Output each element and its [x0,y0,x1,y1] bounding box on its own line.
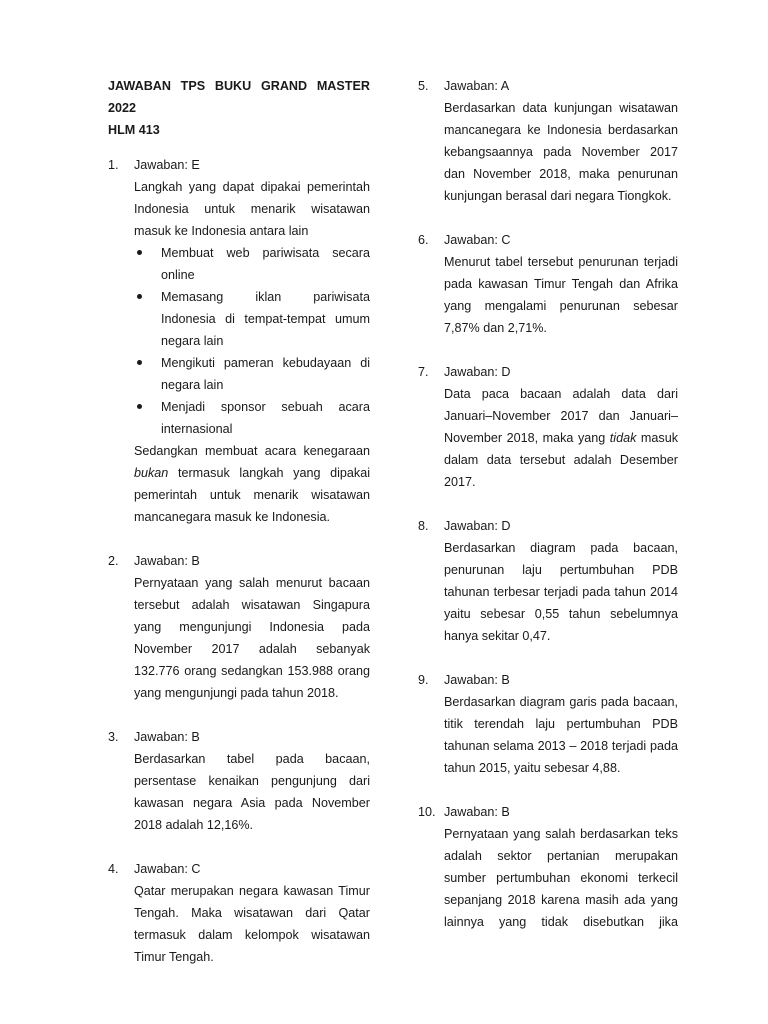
right-column [418,75,678,955]
answer-item-3 [108,726,370,836]
answer-number: 5. [418,79,429,93]
answer-number: 1. [108,158,119,172]
document-title-page: HLM 413 [108,123,160,137]
bullet-list [134,242,370,440]
answer-number: 9. [418,673,429,687]
answer-item-4 [108,858,370,968]
answer-number: 10. [418,805,436,819]
answer-explanation: Berdasarkan diagram garis pada bacaan, titik terendah laju pertumbuhan PDB tahunan selama 2013 – 2018 terjadi pada tahun 2015, yaitu sebesar 4,88. [444,695,678,775]
answer-item-5 [418,75,678,207]
list-item: Memasang iklan pariwisata Indonesia di tempat-tempat umum negara lain [134,286,370,352]
answer-key: Jawaban: D [444,365,511,379]
answer-item-10 [418,801,678,933]
list-item: Membuat web pariwisata secara online [134,242,370,286]
answer-explanation: Data paca bacaan adalah data dari Januari–November 2017 dan Januari–November 2018, maka yang tidak masuk dalam data tersebut adalah Desember 2017. [444,387,678,489]
answer-key: Jawaban: C [134,862,201,876]
answer-explanation: Pernyataan yang salah menurut bacaan tersebut adalah wisatawan Singapura yang mengunjungi Indonesia pada November 2017 adalah sebanyak 132.776 orang sedangkan 153.988 orang yang mengunjungi pada tahun 2018. [134,576,370,700]
answer-explanation: Langkah yang dapat dipakai pemerintah Indonesia untuk menarik wisatawan masuk ke Indonesia antara lain [134,180,370,238]
document-title: JAWABAN TPS BUKU GRAND MASTER 2022 [108,79,370,115]
answer-number: 3. [108,730,119,744]
answer-item-2 [108,550,370,704]
answer-key: Jawaban: A [444,79,510,93]
answer-key: Jawaban: E [134,158,200,172]
answer-explanation: Qatar merupakan negara kawasan Timur Tengah. Maka wisatawan dari Qatar termasuk dalam kelompok wisatawan Timur Tengah. [134,884,370,964]
answer-key: Jawaban: B [444,805,510,819]
answer-explanation: Berdasarkan data kunjungan wisatawan mancanegara ke Indonesia berdasarkan kebangsaannya pada November 2017 dan November 2018, maka penurunan kunjungan berasal dari negara Tiongkok. [444,101,678,203]
left-column [108,75,370,990]
answer-key: Jawaban: C [444,233,511,247]
answer-key: Jawaban: D [444,519,511,533]
emphasis-text: tidak [609,431,637,445]
answer-conclusion: Sedangkan membuat acara kenegaraan bukan termasuk langkah yang dipakai pemerintah untuk menarik wisatawan mancanegara masuk ke Indonesia. [134,444,370,524]
answer-number: 8. [418,519,429,533]
answer-explanation: Berdasarkan diagram pada bacaan, penurunan laju pertumbuhan PDB tahunan terbesar terjadi pada tahun 2014 yaitu sebesar 0,55 tahun sebelumnya hanya sekitar 0,47. [444,541,678,643]
answer-item-8 [418,515,678,647]
answer-explanation: Pernyataan yang salah berdasarkan teks adalah sektor pertanian merupakan sumber pertumbuhan ekonomi terkecil sepanjang 2018 karena masih ada yang lainnya yang tidak disebutkan jika [444,827,678,929]
answer-item-9 [418,669,678,779]
list-item: Menjadi sponsor sebuah acara internasional [134,396,370,440]
list-item: Mengikuti pameran kebudayaan di negara lain [134,352,370,396]
answer-number: 4. [108,862,119,876]
answer-number: 2. [108,554,119,568]
answer-key: Jawaban: B [134,730,200,744]
answer-number: 6. [418,233,429,247]
answer-item-7 [418,361,678,493]
answer-item-6 [418,229,678,339]
answer-number: 7. [418,365,429,379]
answer-explanation: Menurut tabel tersebut penurunan terjadi pada kawasan Timur Tengah dan Afrika yang mengalami penurunan sebesar 7,87% dan 2,71%. [444,255,678,335]
answer-key: Jawaban: B [134,554,200,568]
answer-key: Jawaban: B [444,673,510,687]
emphasis-text: bukan [134,466,169,480]
answer-item-1 [108,154,370,528]
answer-explanation: Berdasarkan tabel pada bacaan, persentase kenaikan pengunjung dari kawasan negara Asia pada November 2018 adalah 12,16%. [134,752,370,832]
